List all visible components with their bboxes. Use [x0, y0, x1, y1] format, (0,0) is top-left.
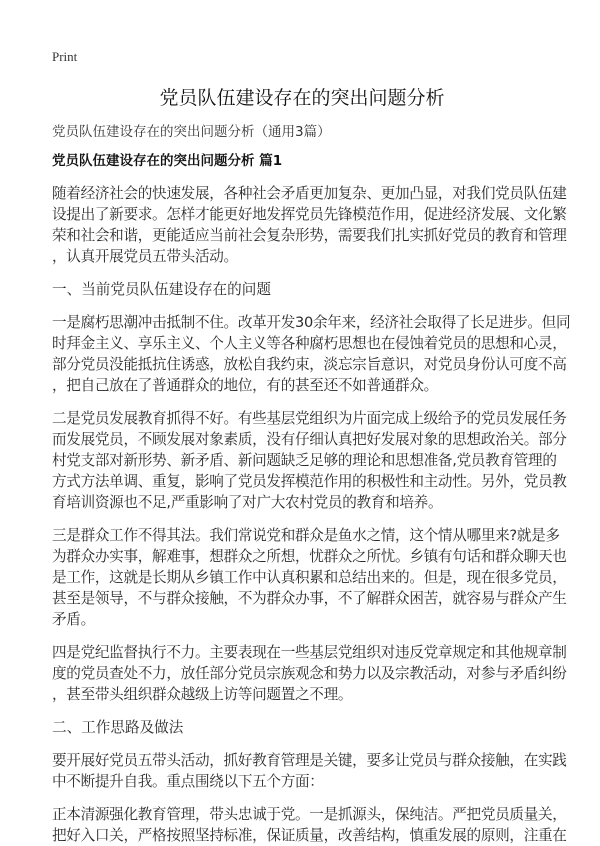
text-line: 而发展党员，不顾发展对象素质，没有仔细认真把好发展对象的思想政治关。部分	[52, 431, 567, 448]
text-line: 中不断提升自我。重点围绕以下五个方面：	[52, 773, 324, 790]
text-line: 要开展好党员五带头活动，抓好教育管理是关键，要多让党员与群众接触，在实践	[52, 752, 567, 769]
print-link[interactable]: Print	[52, 49, 78, 64]
text-line: 设提出了新要求。怎样才能更好地发挥党员先锋模范作用，促进经济发展、文化繁	[52, 206, 567, 223]
paragraph	[52, 408, 567, 513]
document-body	[52, 183, 571, 846]
text-line: 四是党纪监督执行不力。主要表现在一些基层党组织对违反党章规定和其他规章制	[52, 644, 567, 661]
text-line: 正本清源强化教育管理，带头忠诚于党。一是抓源头，保纯洁。严把党员质量关，	[52, 806, 567, 823]
text-line: ，把自己放在了普通群众的地位，有的甚至还不如普通群众。	[52, 377, 438, 394]
text-line: 为群众办实事，解难事，想群众之所想，忧群众之所忧。乡镇有句话和群众聊天也	[52, 548, 567, 565]
subsection-heading	[52, 717, 552, 738]
document-subtitle: 党员队伍建设存在的突出问题分析（通用3篇）	[52, 124, 331, 140]
text-line: ，认真开展党员五带头活动。	[52, 248, 238, 265]
section-heading: 党员队伍建设存在的突出问题分析 篇1	[52, 153, 283, 169]
text-line: 一是腐朽思潮冲击抵制不住。改革开发30余年来，经济社会取得了长足进步。但同	[52, 314, 571, 331]
text-line: 村党支部对新形势、新矛盾、新问题缺乏足够的理论和思想准备,党员教育管理的	[52, 452, 557, 469]
paragraph	[52, 183, 567, 267]
text-line: 二、工作思路及做法	[52, 719, 184, 736]
document	[52, 48, 571, 846]
text-line: 度的党员查处不力，放任部分党员宗族观念和势力以及宗教活动，对参与矛盾纠纷	[52, 665, 567, 682]
text-line: 矛盾。	[52, 611, 95, 628]
paragraph	[52, 642, 567, 705]
text-line: 时拜金主义、享乐主义、个人主义等各种腐朽思想也在侵蚀着党员的思想和心灵，	[52, 335, 567, 352]
paragraph	[52, 525, 567, 630]
text-line: 随着经济社会的快速发展，各种社会矛盾更加复杂、更加凸显，对我们党员队伍建	[52, 185, 567, 202]
page-title: 党员队伍建设存在的突出问题分析	[159, 87, 445, 109]
text-line: 荣和社会和谐，更能适应当前社会复杂形势，需要我们扎实抓好党员的教育和管理	[52, 227, 567, 244]
text-line: 育培训资源也不足,严重影响了对广大农村党员的教育和培养。	[52, 494, 443, 511]
paragraph	[52, 750, 567, 792]
text-line: 是工作，这就是长期从乡镇工作中认真积累和总结出来的。但是，现在很多党员，	[52, 569, 567, 586]
text-line: 二是党员发展教育抓得不好。有些基层党组织为片面完成上级给予的党员发展任务	[52, 410, 567, 427]
text-line: 方式方法单调、重复，影响了党员发挥模范作用的积极性和主动性。另外，党员教	[52, 473, 567, 490]
text-line: ，甚至带头组织群众越级上访等问题置之不理。	[52, 686, 353, 703]
paragraph	[52, 312, 571, 396]
text-line: 甚至是领导，不与群众接触，不为群众办事，不了解群众困苦，就容易与群众产生	[52, 590, 567, 607]
text-line: 把好入口关，严格按照坚持标准，保证质量，改善结构，慎重发展的原则，注重在	[52, 827, 567, 844]
subsection-heading	[52, 279, 552, 300]
text-line: 一、当前党员队伍建设存在的问题	[52, 281, 271, 298]
text-line: 部分党员没能抵抗住诱惑，放松自我约束，淡忘宗旨意识，对党员身份认可度不高	[52, 356, 567, 373]
paragraph	[52, 804, 567, 846]
text-line: 三是群众工作不得其法。我们常说党和群众是鱼水之情，这个情从哪里来?就是多	[52, 527, 560, 544]
